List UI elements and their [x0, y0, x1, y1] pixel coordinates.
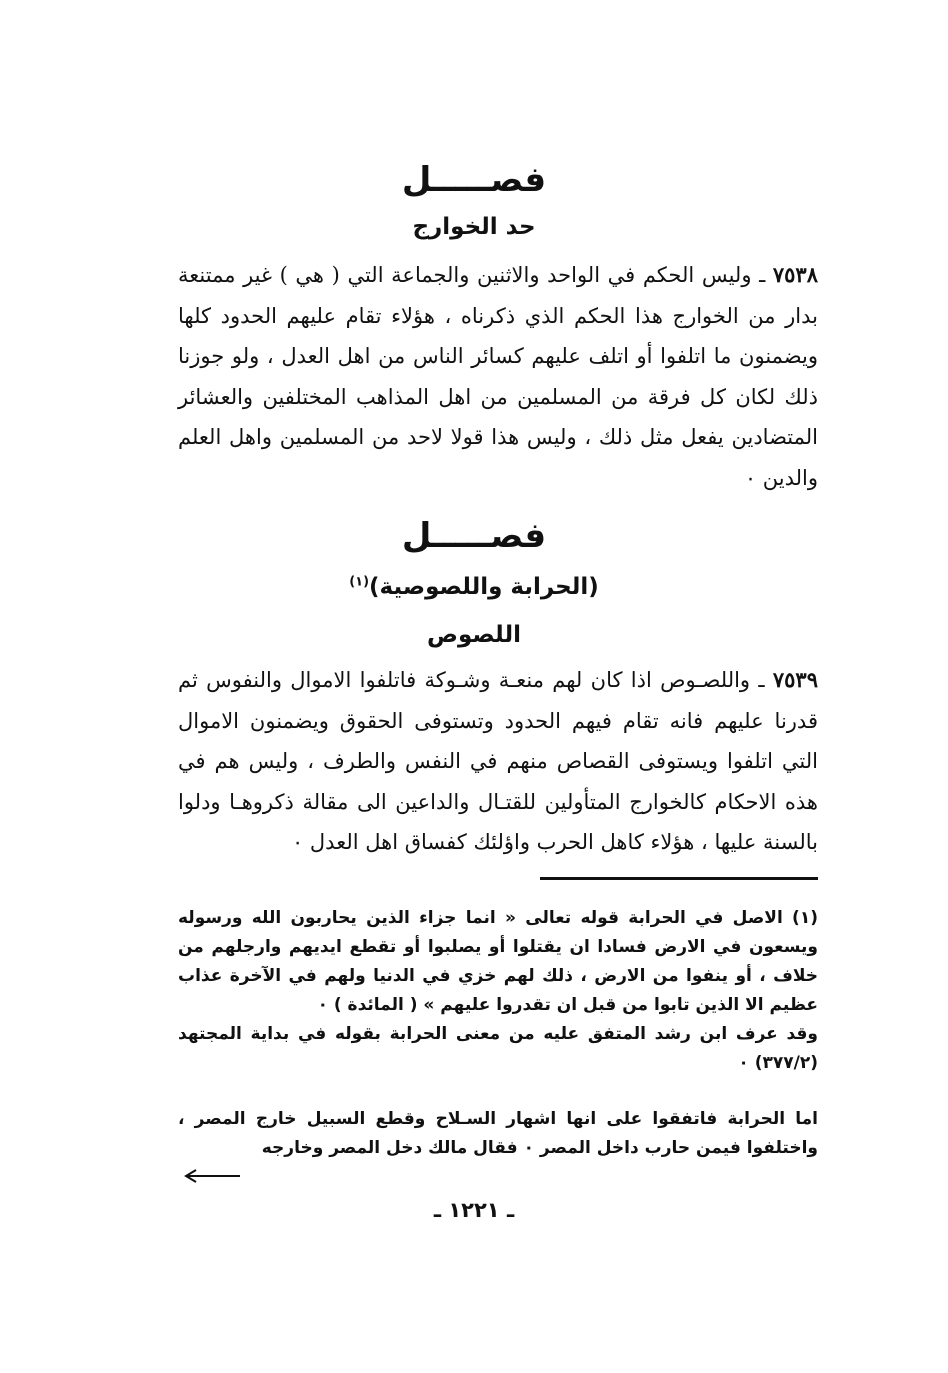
paragraph-7538 — [178, 255, 818, 498]
paragraph-7539 — [178, 660, 818, 863]
paragraph-number-7538: ٧٥٣٨ — [772, 262, 818, 287]
section-2-title — [0, 574, 948, 600]
footnotes — [178, 904, 818, 1078]
footnote-1-text: (١) الاصل في الحرابة قوله تعالى « انما جزاء الذين يحاربون الله ورسوله ويسعون في الارض فسادا ان يقتلوا أو يصلبوا أو تقطع ايديهم وارجلهم من خلاف ، أو ينفوا من الارض ، ذلك لهم خزي في الدنيا ولهم في الآخرة عذاب عظيم الا الذين تابوا من قبل ان تقدروا عليهم » ( المائدة ) ٠ — [178, 908, 818, 1015]
paragraph-number-7539: ٧٥٣٩ — [772, 667, 818, 692]
footnote-ref-1: (١) — [349, 574, 370, 590]
section-1-fasl-heading: فصـــــل — [401, 160, 547, 200]
section-2-subtitle: اللصوص — [427, 622, 521, 648]
footnote-1-quote — [178, 1105, 818, 1163]
section-2-fasl-heading: فصـــــل — [401, 516, 547, 556]
footnote-1-continuation: وقد عرف ابن رشد المتفق عليه من معنى الحرابة بقوله في بداية المجتهد (٣٧٧/٢) ٠ — [178, 1024, 818, 1073]
section-1-title: حد الخوارج — [412, 214, 536, 240]
footnote-1-quote-text: اما الحرابة فاتفقوا على انها اشهار السـلاح وقطع السبيل خارج المصر ، واختلفوا فيمن حارب داخل المصر ٠ فقال مالك دخل المصر وخارجه — [178, 1109, 818, 1158]
paragraph-text-7538: ـ وليس الحكم في الواحد والاثنين والجماعة التي ( هي ) غير ممتنعة بدار من الخوارج هذا الحكم الذي ذكرناه ، هؤلاء تقام عليهم الحدود كلها ويضمنون ما اتلفوا أو اتلف عليهم كسائر الناس من اهل العدل ، ولو جوزنا ذلك لكان كل فرقة من المسلمين من اهل المذاهب المختلفين والعشائر المتضادين يفعل مثل ذلك ، وليس هذا قولا لاحد من المسلمين واهل العلم والدين ٠ — [178, 263, 818, 490]
left-arrow-icon — [182, 1168, 242, 1184]
paragraph-text-7539: ـ واللصـوص اذا كان لهم منعـة وشـوكة فاتلفوا الاموال والنفوس ثم قدرنا عليهم فانه تقام فيهم الحدود وتستوفى الحقوق ويضمنون الاموال التي اتلفوا ويستوفى القصاص منهم في النفس والطرف ، وليس هم في هذه الاحكام كالخوارج المتأولين للقتـال والداعين الى مقالة ذكروهـا ودلوا بالسنة عليها ، هؤلاء كاهل الحرب واؤلئك كفساق اهل العدل ٠ — [178, 668, 818, 854]
footnote-separator — [540, 877, 818, 880]
page-number: ـ ١٢٢١ ـ — [433, 1198, 515, 1222]
section-2-title-text: (الحرابة واللصوصية) — [369, 574, 599, 600]
